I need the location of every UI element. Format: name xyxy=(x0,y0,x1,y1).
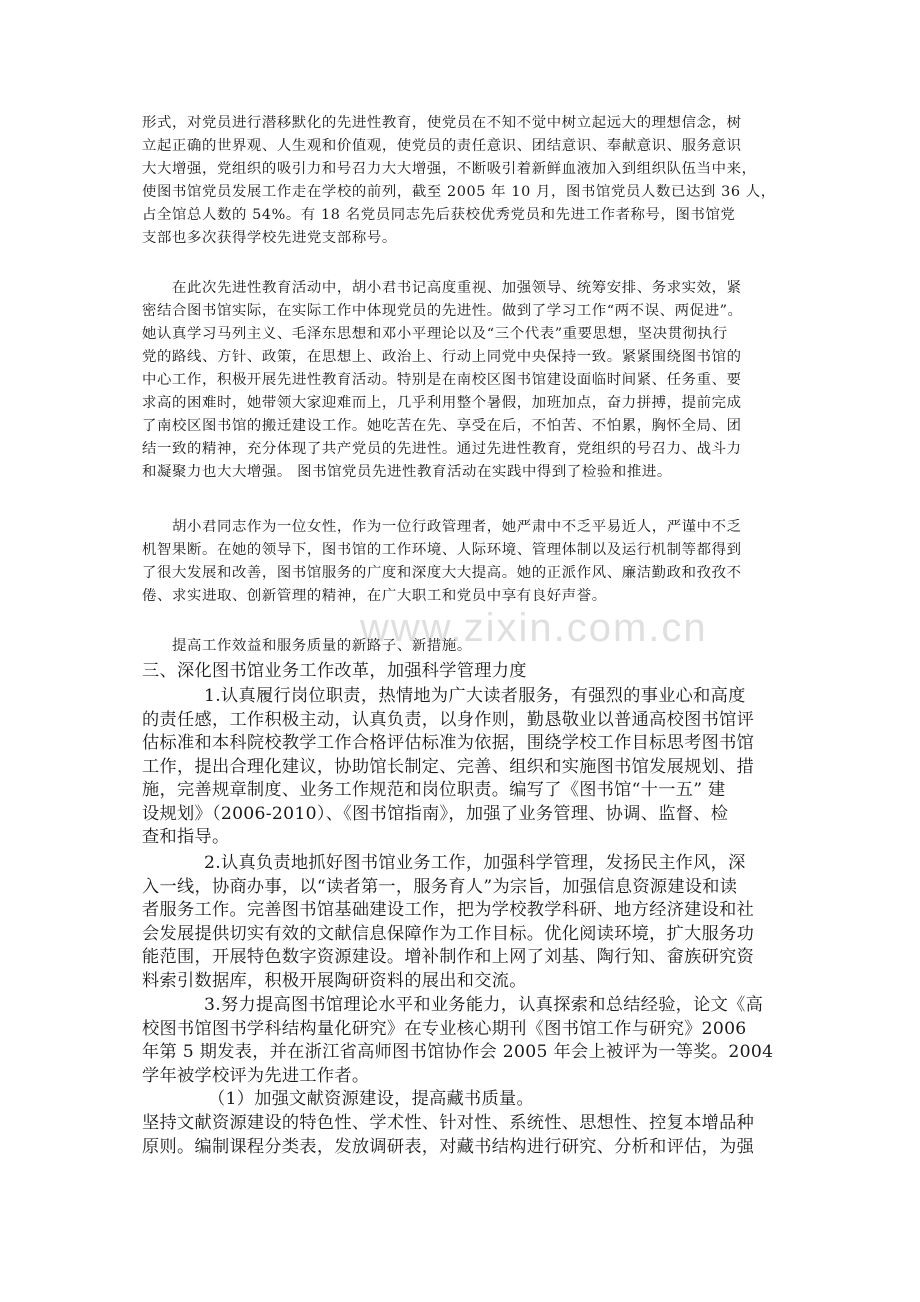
text-line: 2.认真负责地抓好图书馆业务工作，加强科学管理，发扬民主作风，深 xyxy=(204,853,746,873)
text-line: 校图书馆图书学科结构量化研究》在专业核心期刊《图书馆工作与研究》2006 xyxy=(142,1018,747,1039)
text-line: 能范围，开展特色数字资源建设。增补制作和上网了刘基、陶行知、畲族研究资 xyxy=(142,947,755,967)
text-line: 入一线，协商办事，以“读者第一，服务育人”为宗旨，加强信息资源建设和读 xyxy=(142,876,738,897)
text-line: 结一致的精神，充分体现了共产党员的先进性。通过先进性教育，党组织的号召力、战斗力 xyxy=(142,441,742,457)
paragraph-secretary-leadership xyxy=(142,277,782,484)
paragraph-collection xyxy=(142,1112,782,1159)
text-line: 立起正确的世界观、人生观和价值观，使党员的责任意识、团结意识、奉献意识、服务意识 xyxy=(142,138,742,154)
text-line: 她认真学习马列主义、毛泽东思想和邓小平理论以及“三个代表”重要思想，坚决贯彻执行 xyxy=(142,326,728,342)
text-line: 倦、求实进取、创新管理的精神，在广大职工和党员中享有良好声誉。 xyxy=(142,588,607,604)
text-line: 占全馆总人数的 54%。有 18 名党员同志先后获校优秀党员和先进工作者称号，图书馆党 xyxy=(142,207,736,223)
text-line: 密结合图书馆实际，在实际工作中体现党员的先进性。做到了学习工作“两不误、两促进”。 xyxy=(142,303,743,319)
text-line: 了南校区图书馆的搬迁建设工作。她吃苦在先、享受在后，不怕苦、不怕累，胸怀全局、团 xyxy=(142,418,742,434)
list-item-2 xyxy=(142,852,782,993)
text-line: 估标准和本科院校教学工作合格评估标准为依据，围绕学校工作目标思考图书馆 xyxy=(142,733,755,753)
text-line: 料索引数据库，积极开展陶研资料的展出和交流。 xyxy=(142,970,527,991)
text-line: 在此次先进性教育活动中，胡小君书记高度重视、加强领导、统筹安排、务求实效，紧 xyxy=(172,280,742,296)
text-line: 坚持文献资源建设的特色性、学术性、针对性、系统性、思想性、控复本增品种 xyxy=(142,1113,755,1133)
text-line: 1.认真履行岗位职责，热情地为广大读者服务，有强烈的事业心和高度 xyxy=(204,686,746,706)
text-line: 胡小君同志作为一位女性，作为一位行政管理者，她严肃中不乏平易近人，严谨中不乏 xyxy=(172,519,742,535)
text-line: 会发展提供切实有效的文献信息保障作为工作目标。优化阅读环境，扩大服务功 xyxy=(142,923,755,944)
watermark: www.zixin.com.cn xyxy=(360,606,708,650)
text-line: 年第 5 期发表，并在浙江省高师图书馆协作会 2005 年会上被评为一等奖。2004 xyxy=(142,1042,774,1062)
heading-text: 三、深化图书馆业务工作改革，加强科学管理力度 xyxy=(142,661,527,681)
text-line: 使图书馆党员发展工作走在学校的前列，截至 2005 年 10 月，图书馆党员人数已达到 36 人， xyxy=(142,184,776,200)
text-line: 者服务工作。完善图书馆基础建设工作，把为学校教学科研、地方经济建设和社 xyxy=(142,900,755,920)
paragraph-party-education xyxy=(142,112,782,250)
sub-item-1 xyxy=(142,1088,782,1112)
text-line: 大大增强，党组织的吸引力和号召力大大增强，不断吸引着新鲜血液加入到组织队伍当中来， xyxy=(142,161,757,177)
text-line: 支部也多次获得学校先进党支部称号。 xyxy=(142,230,397,246)
text-line: 工作，提出合理化建议，协助馆长制定、完善、组织和实施图书馆发展规划、措 xyxy=(142,756,755,777)
text-line: 党的路线、方针、政策，在思想上、政治上、行动上同党中央保持一致。紧紧围绕图书馆的 xyxy=(142,349,742,365)
text-line: （1）加强文献资源建设，提高藏书质量。 xyxy=(208,1089,535,1109)
text-line: 和凝聚力也大大增强。 图书馆党员先进性教育活动在实践中得到了检验和推进。 xyxy=(142,464,672,480)
text-line: 形式，对党员进行潜移默化的先进性教育，使党员在不知不觉中树立起远大的理想信念，树 xyxy=(142,115,742,131)
text-line: 的责任感，工作积极主动，认真负责，以身作则，勤恳敬业以普通高校图书馆评 xyxy=(142,709,755,730)
text-line: 了很大发展和改善，图书馆服务的广度和深度大大提高。她的正派作风、廉洁勤政和孜孜不 xyxy=(142,565,742,581)
list-item-1 xyxy=(142,685,782,850)
text-line: 机智果断。在她的领导下，图书馆的工作环境、人际环境、管理体制以及运行机制等都得到 xyxy=(142,542,742,558)
text-line: 中心工作，积极开展先进性教育活动。特别是在南校区图书馆建设面临时间紧、任务重、要 xyxy=(142,372,742,388)
text-line: 3.努力提高图书馆理论水平和业务能力，认真探索和总结经验，论文《高 xyxy=(204,995,764,1015)
text-line: 提高工作效益和服务质量的新路子、新措施。 xyxy=(172,638,472,654)
paragraph-personal-character xyxy=(142,516,782,608)
section-heading xyxy=(142,660,782,684)
list-item-3 xyxy=(142,994,782,1088)
text-line: 查和指导。 xyxy=(142,827,230,847)
text-line: 施，完善规章制度、业务工作规范和岗位职责。编写了《图书馆“十一五” 建 xyxy=(142,780,726,800)
text-line: 设规划》（2006-2010）、《图书馆指南》，加强了业务管理、协调、监督、检 xyxy=(142,803,729,824)
line-new-measures xyxy=(172,635,812,658)
text-line: 学年被学校评为先进工作者。 xyxy=(142,1065,370,1086)
text-line: 原则。编制课程分类表，发放调研表，对藏书结构进行研究、分析和评估，为强 xyxy=(142,1136,755,1157)
text-line: 求高的困难时，她带领大家迎难而上，几乎利用整个暑假，加班加点，奋力拼搏，提前完成 xyxy=(142,395,742,411)
